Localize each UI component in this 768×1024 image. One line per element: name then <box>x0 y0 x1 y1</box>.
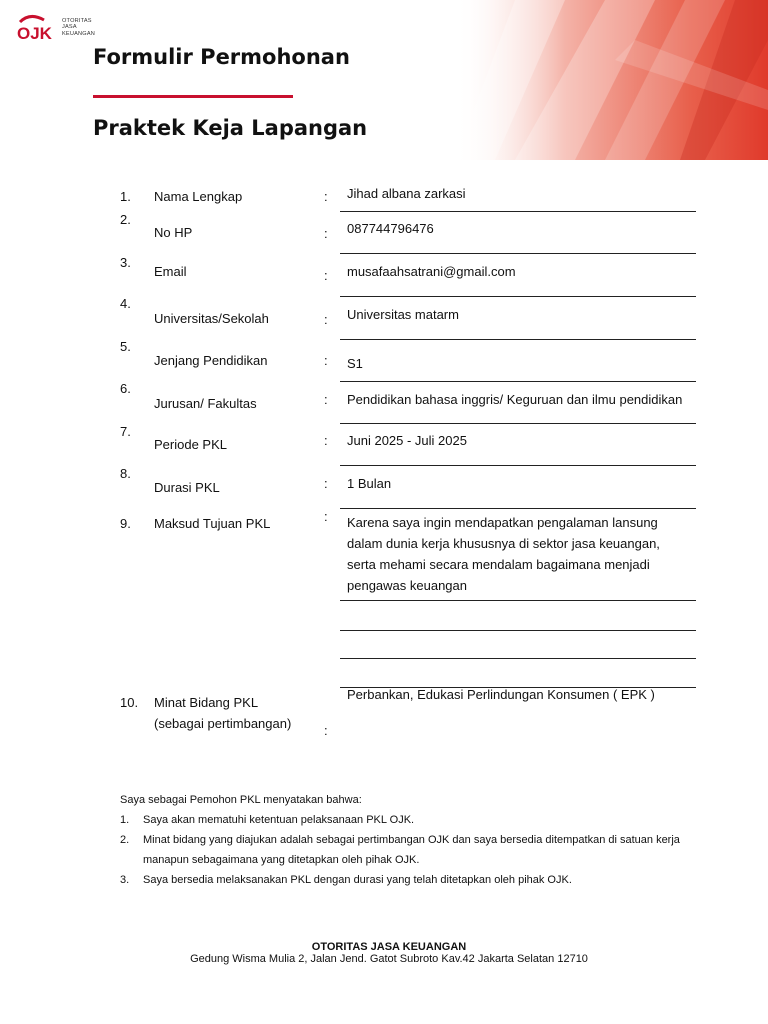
ojk-logo-text: OTORITAS JASA KEUANGAN <box>62 18 95 37</box>
field-underline <box>340 423 696 424</box>
ojk-logo <box>16 14 116 46</box>
footer-address: Gedung Wisma Mulia 2, Jalan Jend. Gatot Subroto Kav.42 Jakarta Selatan 12710 <box>190 953 588 965</box>
field-label: Email <box>154 264 187 279</box>
title-divider <box>93 95 293 98</box>
field-label: No HP <box>154 225 193 240</box>
field-value-universitas[interactable]: Universitas matarm <box>347 307 459 322</box>
list-item: 1. Saya akan mematuhi ketentuan pelaksanaan PKL OJK. <box>120 814 415 826</box>
field-colon: : <box>324 723 328 738</box>
row-number: 5. <box>120 339 131 354</box>
page-title: Formulir Permohonan <box>93 45 350 69</box>
field-value-durasi[interactable]: 1 Bulan <box>347 476 392 491</box>
field-colon: : <box>324 509 328 524</box>
field-label-line: Minat Bidang PKL <box>154 695 259 710</box>
field-value-nama[interactable]: Jihad albana zarkasi <box>347 186 466 201</box>
list-item: 2. Minat bidang yang diajukan adalah sebagai pertimbangan OJK dan saya bersedia ditempatkan di satuan kerja manapun sebagaimana yang ditetapkan oleh pihak OJK. <box>120 834 680 866</box>
field-colon: : <box>324 189 328 204</box>
field-value-maksud[interactable]: Karena saya ingin mendapatkan pengalaman lansung dalam dunia kerja khususnya di sektor jasa keuangan, serta mehami secara mendalam bagaimana menjadi pengawas keuangan <box>347 515 660 593</box>
field-underline <box>340 630 696 631</box>
row-number: 10. <box>120 695 139 710</box>
field-colon: : <box>324 312 328 327</box>
field-label-line: (sebagai pertimbangan) <box>154 716 292 731</box>
field-value-minat[interactable]: Perbankan, Edukasi Perlindungan Konsumen ( EPK ) <box>347 687 655 702</box>
field-colon: : <box>324 433 328 448</box>
field-colon: : <box>324 476 328 491</box>
row-number: 4. <box>120 296 131 311</box>
ojk-logo-icon <box>16 14 60 42</box>
field-value-jurusan[interactable]: Pendidikan bahasa inggris/ Keguruan dan ilmu pendidikan <box>347 392 683 407</box>
field-underline <box>340 508 696 509</box>
field-label: Durasi PKL <box>154 480 220 495</box>
field-underline <box>340 211 696 212</box>
footer-org: OTORITAS JASA KEUANGAN <box>311 941 467 953</box>
field-colon: : <box>324 353 328 368</box>
field-label: Universitas/Sekolah <box>154 311 269 326</box>
row-number: 9. <box>120 516 131 531</box>
row-number: 7. <box>120 424 131 439</box>
field-underline <box>340 296 696 297</box>
field-value-email[interactable]: musafaahsatrani@gmail.com <box>347 264 516 279</box>
field-colon: : <box>324 392 328 407</box>
field-value-jenjang[interactable]: S1 <box>347 356 363 371</box>
field-value-periode[interactable]: Juni 2025 - Juli 2025 <box>347 433 467 448</box>
field-colon: : <box>324 268 328 283</box>
field-underline <box>340 339 696 340</box>
field-value-nohp[interactable]: 087744796476 <box>347 221 434 236</box>
field-label <box>154 692 291 734</box>
field-underline <box>340 600 696 601</box>
field-label: Periode PKL <box>154 437 227 452</box>
header-decoration <box>455 0 768 160</box>
row-number: 3. <box>120 255 131 270</box>
field-underline <box>340 253 696 254</box>
row-number: 8. <box>120 466 131 481</box>
row-number: 2. <box>120 212 131 227</box>
svg-text:OJK: OJK <box>17 24 52 42</box>
applicant-statement <box>120 794 720 890</box>
field-underline <box>340 381 696 382</box>
page-subtitle: Praktek Keja Lapangan <box>93 116 368 140</box>
field-label: Maksud Tujuan PKL <box>154 516 271 531</box>
field-label: Jenjang Pendidikan <box>154 353 268 368</box>
page-footer <box>0 941 768 965</box>
field-underline <box>340 658 696 659</box>
row-number: 1. <box>120 189 131 204</box>
row-number: 6. <box>120 381 131 396</box>
statement-intro: Saya sebagai Pemohon PKL menyatakan bahwa: <box>120 794 362 806</box>
field-colon: : <box>324 226 328 241</box>
field-label: Nama Lengkap <box>154 189 243 204</box>
list-item: 3. Saya bersedia melaksanakan PKL dengan durasi yang telah ditetapkan oleh pihak OJK. <box>120 874 572 886</box>
field-label: Jurusan/ Fakultas <box>154 396 257 411</box>
statement-list <box>120 810 720 890</box>
field-underline <box>340 465 696 466</box>
